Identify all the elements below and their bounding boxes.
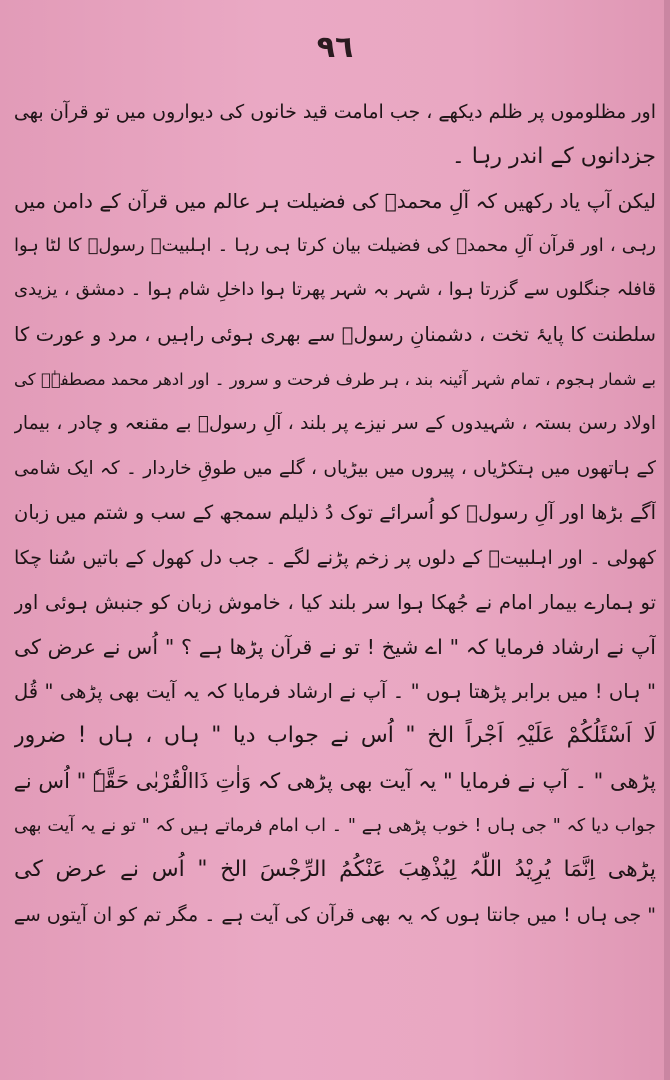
page-number: ٩٦ (316, 30, 354, 65)
text-line: جزدانوں کے اندر رہا ۔ (451, 143, 656, 169)
text-line: آگے بڑھا اور آلِ رسولؐ کو اُسرائے توک دُ ذلیلم سمجھ کے سب و شتم میں زبان (14, 501, 656, 525)
text-line: رہی ، اور قرآن آلِ محمدؐ کی فضیلت بیان کرتا ہی رہا ۔ اہلبیتؑ رسولؐ کا لٹا ہوا (14, 234, 656, 256)
text-line: پڑھی " ۔ آپ نے فرمایا " یہ آیت بھی پڑھی کہ وَاٰتِ ذَاالْقُرْبٰی حَقَّہٗ " اُس نے (14, 768, 656, 793)
text-line: لَا اَسْئَلُکُمْ عَلَیْہِ اَجْراً الخ " اُس نے جواب دیا " ہاں ، ہاں ! ضرور (14, 723, 656, 749)
text-line: قافلہ جنگلوں سے گزرتا ہوا ، شہر بہ شہر پھرتا ہوا داخلِ شام ہوا ۔ دمشق ، یزیدی (14, 279, 656, 301)
text-line: پڑھی اِنَّمَا یُرِیْدُ اللّٰہُ لِیُذْھِبَ عَنْکُمُ الرِّجْسَ الخ " اُس نے عرض کی (14, 857, 656, 883)
text-line: " ہاں ! میں برابر پڑھتا ہوں " ۔ آپ نے ارشاد فرمایا کہ یہ آیت بھی پڑھی " قُل (14, 679, 656, 703)
text-line: جواب دیا کہ " جی ہاں ! خوب پڑھی ہے " ۔ اب امام فرماتے ہیں کہ " تو نے یہ آیت بھی (14, 815, 656, 836)
page-body-text (14, 90, 656, 937)
text-line: بے شمار ہجوم ، تمام شہر آئینہ بند ، ہر طرف فرحت و سرور ۔ اور ادھر محمد مصطفےٰؐ کی (14, 369, 656, 389)
page-edge-shadow (664, 0, 670, 1080)
text-line: لیکن آپ یاد رکھیں کہ آلِ محمدؐ کی فضیلت ہر عالم میں قرآن کے دامن میں (14, 189, 656, 214)
text-line: تو ہمارے بیمار امام نے جُھکا ہوا سر بلند کیا ، خاموش زبان کو جنبش ہوئی اور (14, 590, 656, 614)
text-line: کے ہاتھوں میں ہتکڑیاں ، پیروں میں بیڑیاں ، گلے میں طوقِ خاردار ۔ کہ ایک شامی (14, 457, 656, 479)
text-line: کھولی ۔ اور اہلبیتؑ کے دلوں پر زخم پڑنے لگے ۔ جب دل کھول کے باتیں سُنا چکا (14, 546, 656, 569)
text-line: سلطنت کا پایۂ تخت ، دشمنانِ رسولؐ سے بھری ہوئی راہیں ، مرد و عورت کا (14, 322, 656, 346)
text-line: آپ نے ارشاد فرمایا کہ " اے شیخ ! تو نے قرآن پڑھا ہے ؟ " اُس نے عرض کی (14, 635, 656, 660)
text-line: اور مظلوموں پر ظلم دیکھے ، جب امامت قید خانوں کی دیواروں میں تو قرآن بھی (14, 101, 656, 123)
text-line: اولاد رسن بستہ ، شہیدوں کے سر نیزے پر بلند ، آلِ رسولؐ بے مقنعہ و چادر ، بیمار (14, 413, 656, 435)
text-line: " جی ہاں ! میں جانتا ہوں کہ یہ بھی قرآن کی آیت ہے ۔ مگر تم کو ان آیتوں سے (14, 903, 656, 926)
